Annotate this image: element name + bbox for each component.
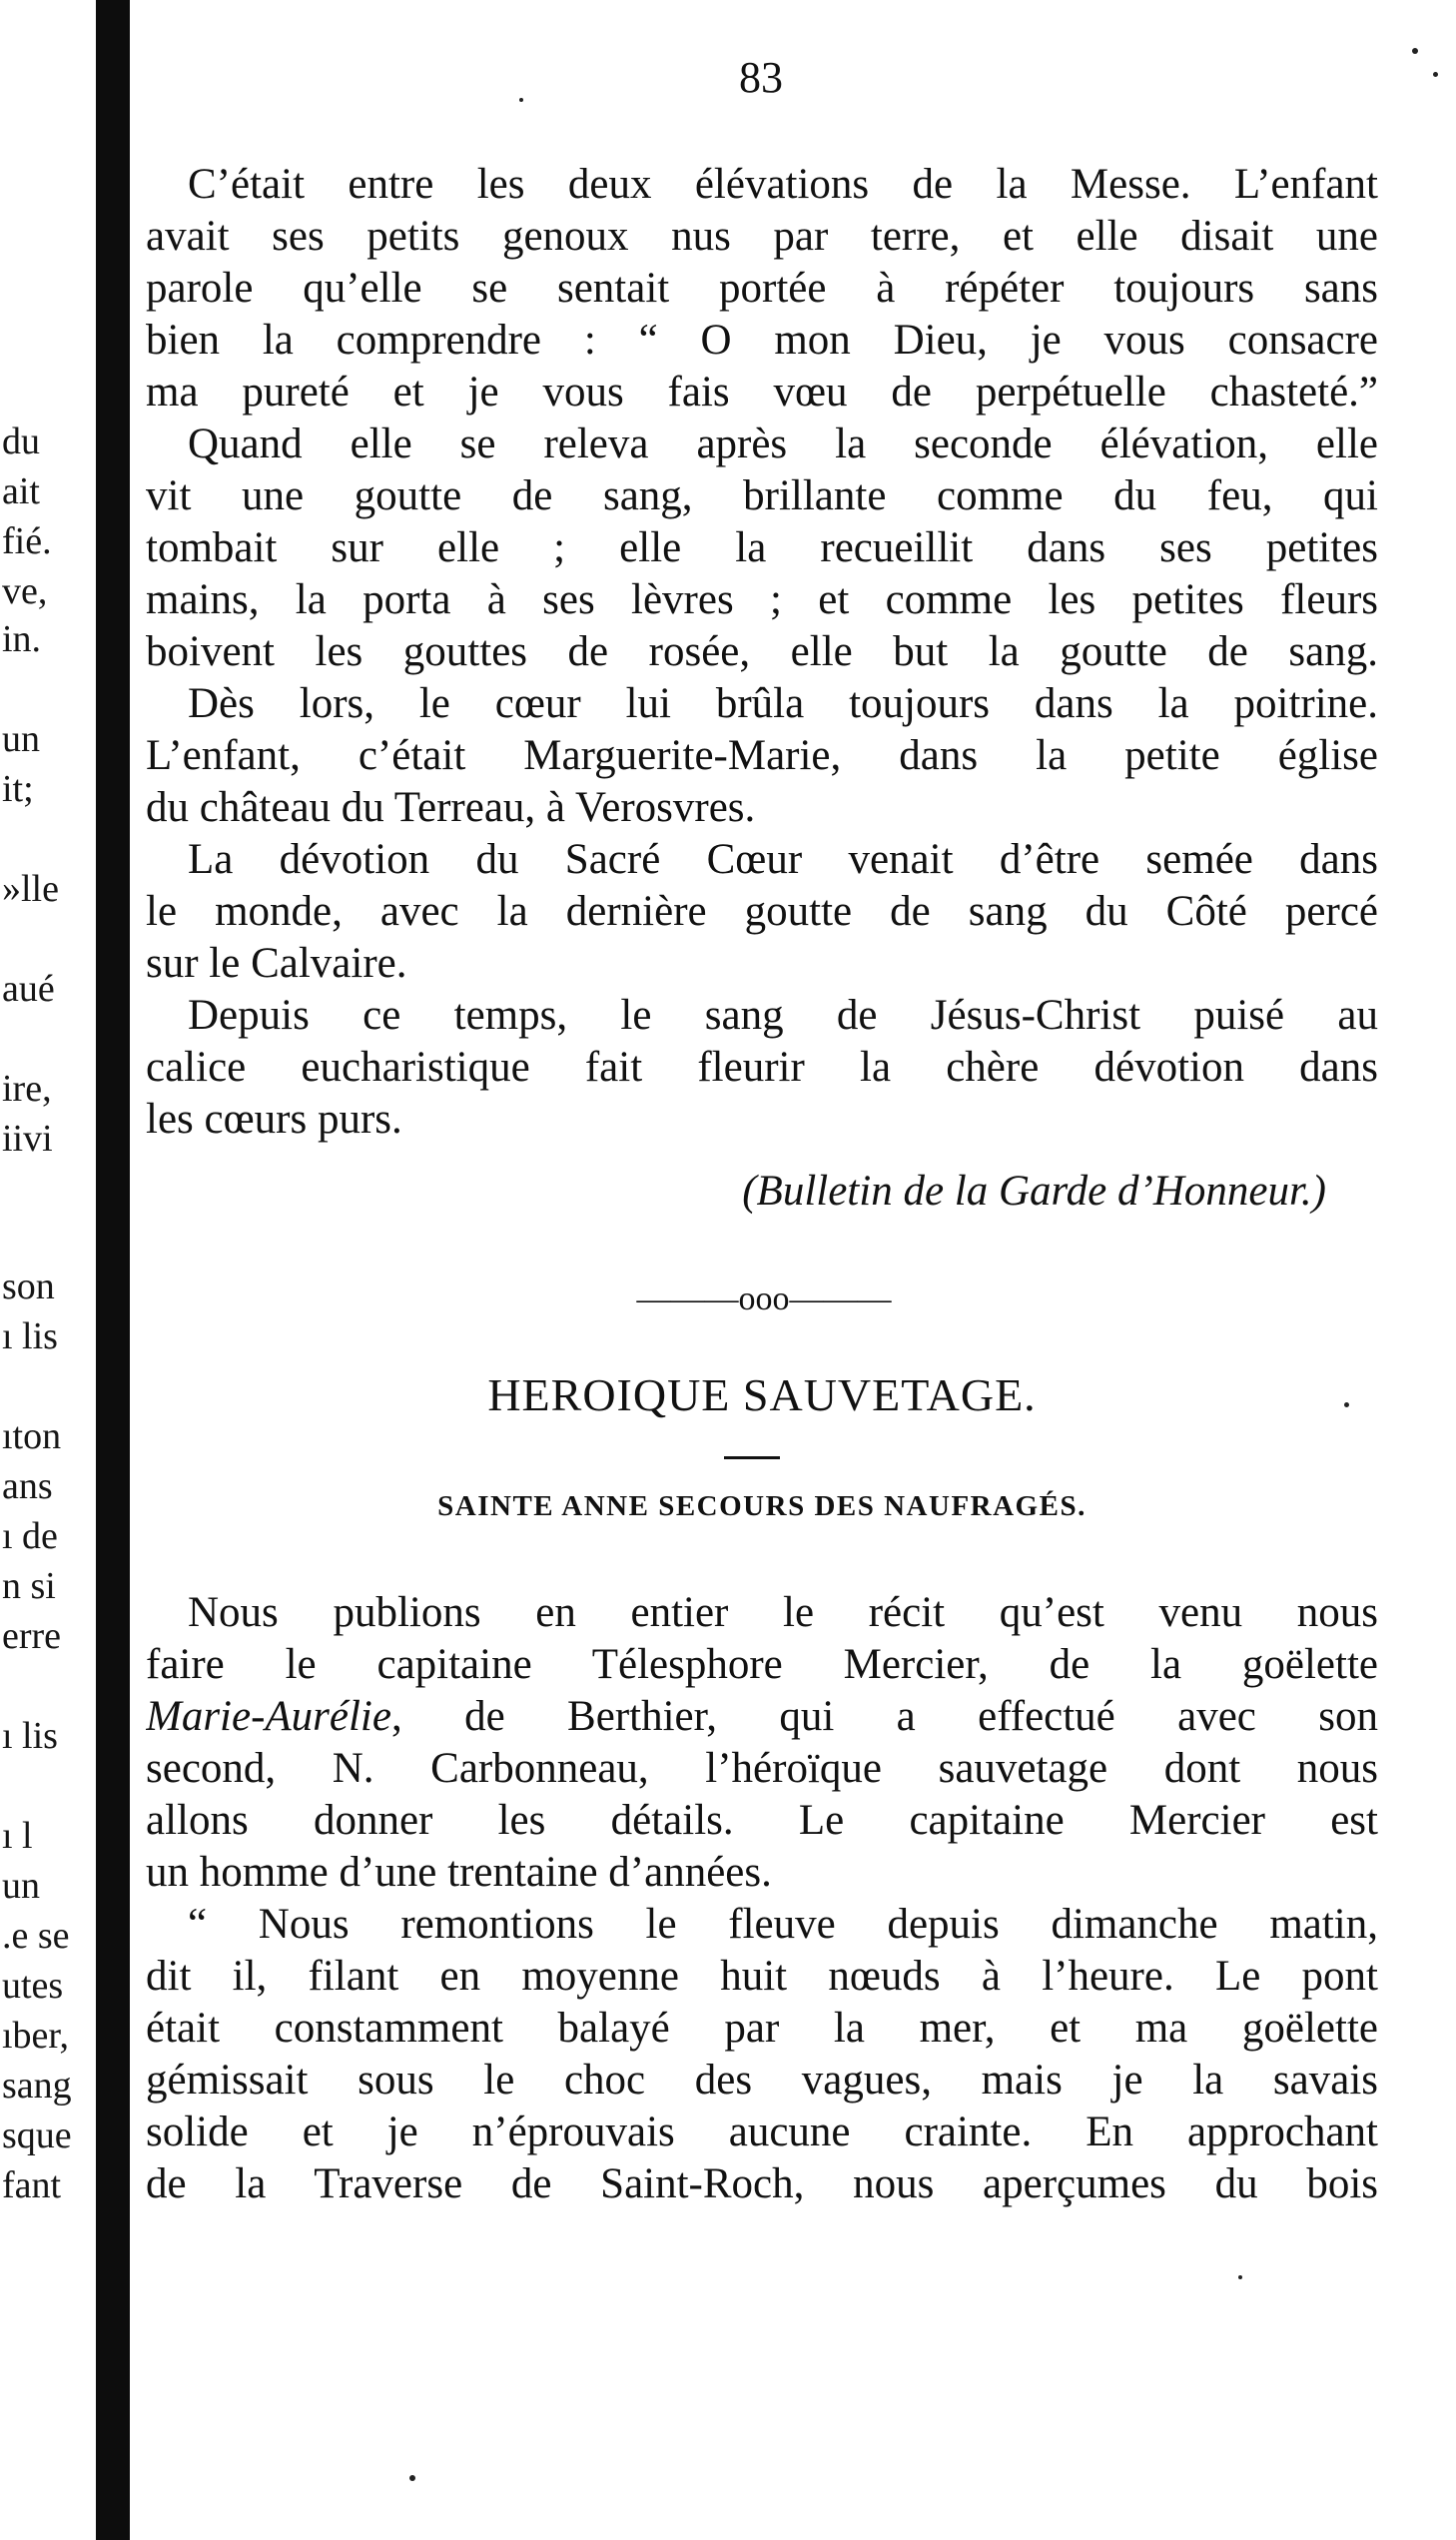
scan-speck [1412,48,1418,54]
text-line: avait ses petits genoux nus par terre, et elle disait une [146,213,1378,260]
margin-fragment: it; [2,769,34,809]
text-line: parole qu’elle se sentait portée à répéter toujours sans [146,265,1378,312]
text-line: mains, la porta à ses lèvres ; et comme les petites fleurs [146,576,1378,623]
text-line: bien la comprendre : “ O mon Dieu, je vous consacre [146,317,1378,364]
text-line: boivent les gouttes de rosée, elle but la goutte de sang. [146,628,1378,675]
text-line: gémissait sous le choc des vagues, mais je la savais [146,2057,1378,2104]
text-line: de la Traverse de Saint-Roch, nous aperçumes du bois [146,2160,1378,2207]
text-line: tombait sur elle ; elle la recueillit dans ses petites [146,524,1378,571]
margin-fragment: un [2,1866,40,1906]
margin-fragment: sque [2,2116,72,2155]
margin-fragment: ı lis [2,1316,58,1356]
text-line: un homme d’une trentaine d’années. [146,1849,772,1896]
margin-fragment: ıton [2,1416,62,1456]
article-subheading: SAINTE ANNE SECOURS DES NAUFRAGÉS. [437,1490,1087,1522]
margin-fragment: ve, [2,571,48,611]
text-line: Depuis ce temps, le sang de Jésus-Christ puisé au [188,992,1378,1039]
text-line: “ Nous remontions le fleuve depuis dimanche matin, [188,1901,1378,1948]
margin-fragment: utes [2,1966,64,2006]
text-line: le monde, avec la dernière goutte de sang du Côté percé [146,888,1378,935]
text-line: second, N. Carbonneau, l’héroïque sauvetage dont nous [146,1745,1378,1792]
text-line: Quand elle se releva après la seconde élévation, elle [188,421,1378,467]
margin-fragment: ı lis [2,1716,58,1756]
margin-fragment: du [2,422,40,461]
text-line: les cœurs purs. [146,1096,402,1143]
gutter-shadow [96,0,130,2540]
text-line: Nous publions en entier le récit qu’est venu nous [188,1589,1378,1636]
article-heading: HEROIQUE SAUVETAGE. [487,1369,1037,1420]
margin-fragment: »lle [2,869,59,909]
margin-fragment: fié. [2,521,52,561]
scan-speck [1433,72,1438,77]
text-line: du château du Terreau, à Verosvres. [146,784,756,831]
margin-fragment: aué [2,969,55,1009]
text-line: La dévotion du Sacré Cœur venait d’être semée dans [188,836,1378,883]
margin-fragment: .e se [2,1916,70,1956]
text-line: dit il, filant en moyenne huit nœuds à l’heure. Le pont [146,1953,1378,2000]
text-line: sur le Calvaire. [146,940,407,987]
margin-fragment: fant [2,2165,62,2205]
text-line: vit une goutte de sang, brillante comme du feu, qui [146,472,1378,519]
scan-speck [1344,1402,1349,1407]
text-line: solide et je n’éprouvais aucune crainte. En approchant [146,2109,1378,2155]
margin-fragment: ı de [2,1516,58,1556]
margin-fragment: son [2,1267,55,1306]
heading-rule [724,1456,780,1459]
text-line: L’enfant, c’était Marguerite-Marie, dans la petite église [146,732,1378,779]
text-line: faire le capitaine Télesphore Mercier, de la goëlette [146,1641,1378,1688]
margin-fragment: n si [2,1566,56,1606]
margin-fragment: ire, [2,1069,52,1109]
text-line: ma pureté et je vous fais vœu de perpétuelle chasteté.” [146,369,1378,416]
text-line: calice eucharistique fait fleurir la chère dévotion dans [146,1044,1378,1091]
text-line: C’était entre les deux élévations de la Messe. L’enfant [188,161,1378,208]
margin-fragment: sang [2,2066,72,2106]
text-line: était constamment balayé par la mer, et ma goëlette [146,2005,1378,2052]
citation: (Bulletin de la Garde d’Honneur.) [742,1168,1326,1215]
scan-speck [519,98,523,102]
margin-fragment: erre [2,1616,62,1656]
margin-fragment: iivi [2,1119,53,1159]
page-number: 83 [739,53,783,102]
text-line: Dès lors, le cœur lui brûla toujours dans la poitrine. [188,680,1378,727]
text-line: allons donner les détails. Le capitaine Mercier est [146,1797,1378,1844]
margin-fragment: ı l [2,1816,33,1856]
scan-speck [1238,2275,1242,2279]
margin-fragment: un [2,719,40,759]
section-separator: ———ooo——— [636,1280,892,1317]
margin-fragment: ıber, [2,2016,70,2056]
margin-fragment: ait [2,471,40,511]
margin-fragment: ans [2,1466,53,1506]
scan-speck [409,2475,415,2481]
text-line: Marie-Aurélie, de Berthier, qui a effectué avec son [146,1693,1378,1740]
margin-fragment: in. [2,619,42,659]
